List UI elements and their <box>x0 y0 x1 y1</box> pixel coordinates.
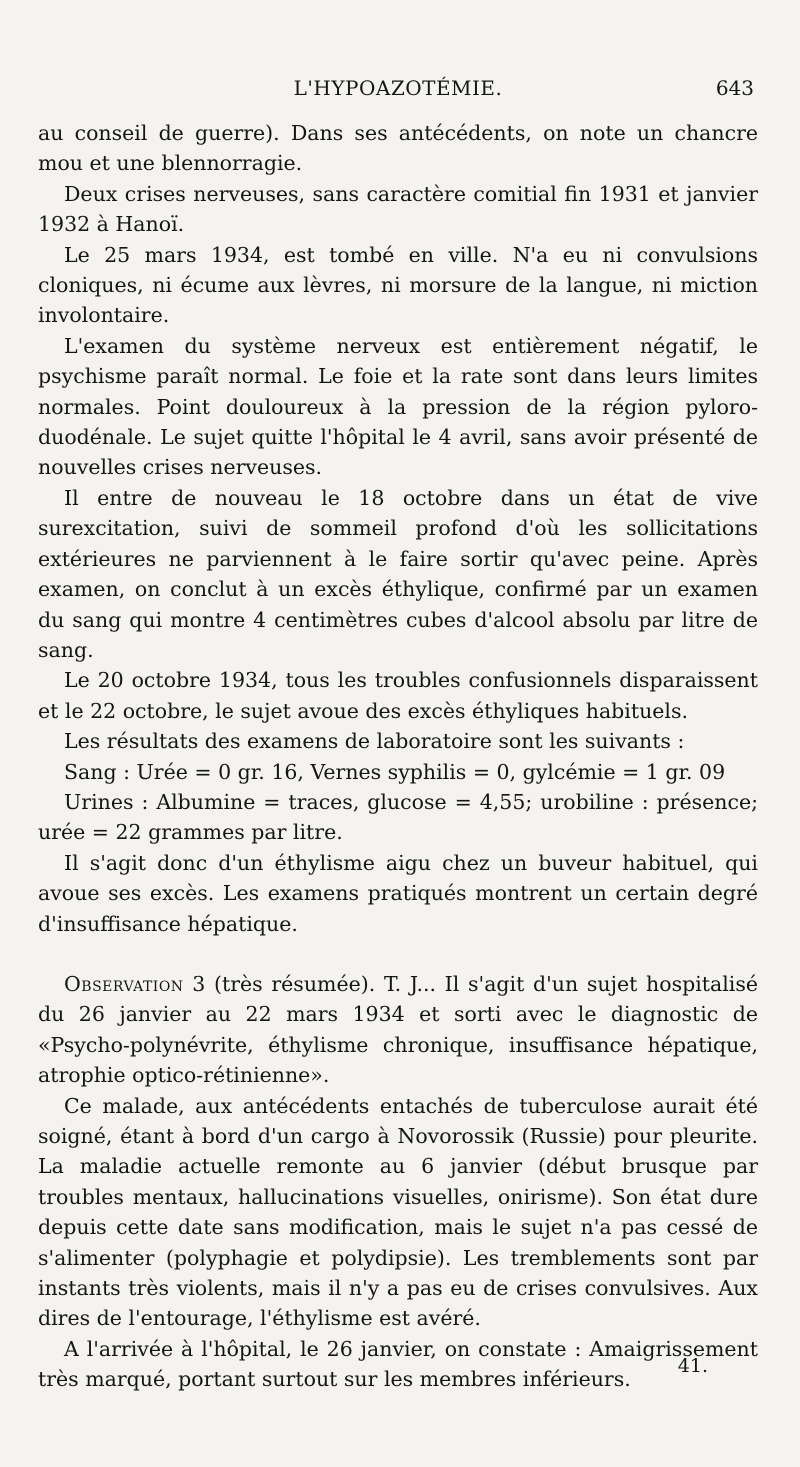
paragraph: Il s'agit donc d'un éthylisme aigu chez un buveur habituel, qui avoue ses excès. Les examens pratiqués montrent un certain degré d'insuffisance hépatique. <box>38 850 758 936</box>
body-text <box>38 118 758 1395</box>
paragraph: A l'arrivée à l'hôpital, le 26 janvier, on constate : Amaigrissement très marqué, portant surtout sur les membres inférieurs. <box>38 1336 758 1392</box>
paragraph: Deux crises nerveuses, sans caractère comitial fin 1931 et janvier 1932 à Hanoï. <box>38 181 758 237</box>
page-number: 643 <box>715 76 754 100</box>
lab-results-urine: Urines : Albumine = traces, glucose = 4,55; urobiline : présence; urée = 22 grammes par litre. <box>38 789 758 845</box>
observation-text: 3 (très résumée). T. J... Il s'agit d'un sujet hospitalisé du 26 janvier au 22 mars 1934 et sorti avec le diagnostic de «Psycho-polynévrite, éthylisme chronique, insuffisance hépatique, atrophie optico-rétinienne». <box>38 971 758 1088</box>
observation-paragraph <box>38 969 758 1091</box>
signature-mark: 41. <box>677 1355 708 1377</box>
lab-results-blood: Sang : Urée = 0 gr. 16, Vernes syphilis = 0, gylcémie = 1 gr. 09 <box>64 759 726 784</box>
paragraph: Il entre de nouveau le 18 octobre dans un état de vive surexcitation, suivi de sommeil profond d'où les sollicitations extérieures ne parviennent à le faire sortir qu'avec peine. Après examen, on conclut à un excès éthylique, confirmé par un examen du sang qui montre 4 centimètres cubes d'alcool absolu par litre de sang. <box>38 485 758 662</box>
observation-heading: Observation <box>64 971 184 996</box>
paragraph: L'examen du système nerveux est entièrement négatif, le psychisme paraît normal. Le foie et la rate sont dans leurs limites normales. Point douloureux à la pression de la région pyloro-duodénale. Le sujet quitte l'hôpital le 4 avril, sans avoir présenté de nouvelles crises nerveuses. <box>38 333 758 480</box>
paragraph: Les résultats des examens de laboratoire sont les suivants : <box>64 729 685 754</box>
paragraph: au conseil de guerre). Dans ses antécédents, on note un chancre mou et une blennorragie. <box>38 121 758 176</box>
running-title: L'HYPOAZOTÉMIE. <box>293 76 503 100</box>
running-head <box>38 76 758 104</box>
paragraph: Le 25 mars 1934, est tombé en ville. N'a eu ni convulsions cloniques, ni écume aux lèvres, ni morsure de la langue, ni miction involontaire. <box>38 242 758 328</box>
section-gap <box>38 939 758 969</box>
paragraph: Ce malade, aux antécédents entachés de tuberculose aurait été soigné, étant à bord d'un cargo à Novorossik (Russie) pour pleurite. La maladie actuelle remonte au 6 janvier (début brusque par troubles mentaux, hallucinations visuelles, onirisme). Son état dure depuis cette date sans modification, mais le sujet n'a pas cessé de s'alimenter (polyphagie et polydipsie). Les tremblements sont par instants très violents, mais il n'y a pas eu de crises convulsives. Aux dires de l'entourage, l'éthylisme est avéré. <box>38 1093 758 1331</box>
paragraph: Le 20 octobre 1934, tous les troubles confusionnels disparaissent et le 22 octobre, le sujet avoue des excès éthyliques habituels. <box>38 668 758 723</box>
